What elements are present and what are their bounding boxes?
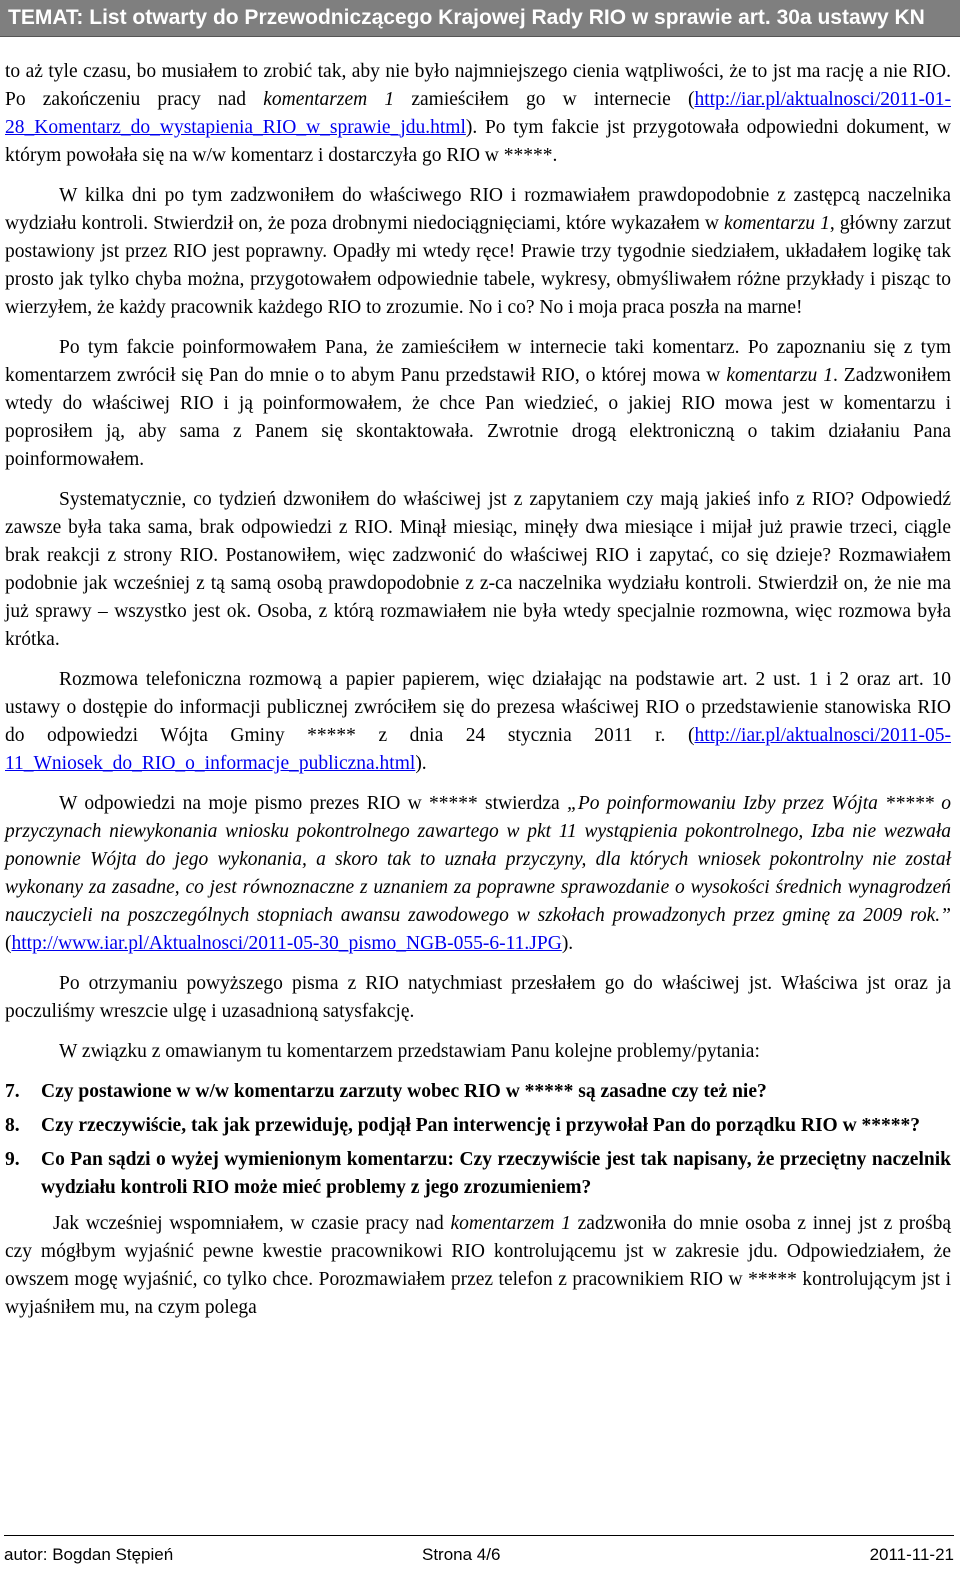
question-item — [5, 1112, 951, 1140]
italic-text: komentarzem 1 — [450, 1213, 571, 1234]
text: ( — [5, 933, 12, 954]
question-text: Czy postawione w w/w komentarzu zarzuty wobec RIO w ***** są zasadne czy też nie? — [41, 1081, 767, 1102]
paragraph-7: Po otrzymaniu powyższego pisma z RIO natychmiast przesłałem go do właściwej jst. Właściwa jst oraz ja poczuliśmy wreszcie ulgę i uzasadnioną satysfakcję. — [5, 973, 951, 1022]
document-title: TEMAT: List otwarty do Przewodniczącego Krajowej Rady RIO w sprawie art. 30a ustawy KN — [8, 6, 925, 29]
footer-author: autor: Bogdan Stępień — [4, 1545, 174, 1564]
text: ). — [561, 933, 574, 954]
italic-text: komentarzu 1 — [726, 365, 833, 386]
paragraph-3 — [5, 334, 951, 474]
question-text: Czy rzeczywiście, tak jak przewiduję, podjął Pan interwencję i przywołał Pan do porządku RIO w *****? — [41, 1115, 921, 1136]
paragraph-4: Systematycznie, co tydzień dzwoniłem do właściwej jst z zapytaniem czy mają jakieś info z RIO? Odpowiedź zawsze była taka sama, brak odpowiedzi z RIO. Minął miesiąc, minęły dwa miesiące i mijał już prawie trzeci, ciągle brak reakcji z strony RIO. Postanowiłem, więc zadzwonić do właściwej RIO i zapytać, co się dzieje? Rozmawiałem podobnie jak wcześniej z tą samą osobą prawdopodobnie z z-ca naczelnika wydziału kontroli. Stwierdził on, że nie ma już sprawy – wszystko jest ok. Osoba, z którą rozmawiałem nie była wtedy specjalnie rozmowna, więc rozmowa była krótka. — [5, 489, 951, 650]
text: . Zadzwoniłem wtedy do właściwej RIO i ją poinformowałem, że chce Pan wiedzieć, o jakiej RIO mowa jest w komentarzu i poprosiłem ją, aby sama z Panem się skontaktowała. Zwrotnie drogą elektroniczną o takim działaniu Pana poinformowałem. — [5, 365, 951, 470]
link-pismo[interactable]: http://www.iar.pl/Aktualnosci/2011-05-30_pismo_NGB-055-6-11.JPG — [11, 933, 562, 954]
text: zadzwoniła do mnie osoba z innej jst z prośbą czy mógłbym wyjaśnić pewne kwestie pracownikowi RIO kontrolującemu jst w zakresie jdu. Odpowiedziałem, że owszem mogę wyjaśnić, co tylko chce. Porozmawiałem przez telefon z pracownikiem RIO w ***** kontrolującym jst i wyjaśniłem mu, na czym polega — [5, 1213, 951, 1318]
paragraph-6 — [5, 790, 951, 958]
paragraph-2 — [5, 182, 951, 322]
paragraph-8: W związku z omawianym tu komentarzem przedstawiam Panu kolejne problemy/pytania: — [59, 1041, 760, 1062]
question-text: Co Pan sądzi o wyżej wymienionym komentarzu: Czy rzeczywiście jest tak napisany, że przeciętny naczelnik wydziału kontroli RIO może mieć problemy z jego zrozumieniem? — [41, 1149, 951, 1198]
text: Po tym fakcie poinformowałem Pana, że zamieściłem w internecie taki komentarz. Po zapoznaniu się z tym komentarzem zwrócił się Pan do mnie o to abym Panu przedstawił RIO, o której mowa w — [5, 337, 951, 386]
question-item — [5, 1146, 951, 1202]
page-footer — [4, 1535, 954, 1568]
text: to aż tyle czasu, bo musiałem to zrobić tak, aby nie było najmniejszego cienia wątpliwości, że to jst ma rację a nie RIO. Po zakończeniu pracy nad — [5, 61, 951, 110]
link-komentarz[interactable]: http://iar.pl/aktualnosci/2011-01-28_Komentarz_do_wystapienia_RIO_w_sprawie_jdu.html — [5, 89, 951, 138]
text: , główny zarzut postawiony jst przez RIO jest poprawny. Opadły mi wtedy ręce! Prawie trzy tygodnie siedziałem, układałem logikę tak prosto jak tylko chyba można, przygotowałem odpowiednie tabele, wykresy, obmyśliwałem różne przykłady i pisząc to wierzyłem, że każdy pracownik każdego RIO to zrozumie. No i co? No i moja praca poszła na marne! — [5, 213, 951, 318]
text: zamieściłem go w internecie ( — [394, 89, 695, 110]
italic-text: komentarzem 1 — [263, 89, 395, 110]
question-number: 8. — [5, 1115, 20, 1136]
link-wniosek[interactable]: http://iar.pl/aktualnosci/2011-05-11_Wniosek_do_RIO_o_informacje_publiczna.html — [5, 725, 951, 774]
paragraph-5 — [5, 666, 951, 778]
question-number: 9. — [5, 1149, 20, 1170]
question-list — [5, 1078, 951, 1202]
italic-text: komentarzu 1 — [724, 213, 830, 234]
footer-page-number: Strona 4/6 — [422, 1545, 501, 1564]
text: ). — [415, 753, 427, 774]
text: W odpowiedzi na moje pismo prezes RIO w ***** stwierdza — [59, 793, 568, 814]
quote-text: „Po poinformowaniu Izby przez Wójta ***** o przyczynach niewykonania wniosku pokontrolnego zawartego w pkt 11 wystąpienia pokontrolnego, Izba nie wezwała ponownie Wójta do jego wykonania, a skoro tak to uznała przyczyny, dla których wniosek pokontrolny nie został wykonany za zasadne, co jest równoznaczne z uznaniem za poprawne sprawozdanie o wysokości średnich wynagrodzeń nauczycieli na poszczególnych stopniach awansu zawodowego w szkołach prowadzonych przez gminę za 2009 rok.” — [5, 793, 951, 926]
footer-date: 2011-11-21 — [869, 1545, 954, 1564]
text: W kilka dni po tym zadzwoniłem do właściwego RIO i rozmawiałem prawdopodobnie z zastępcą naczelnika wydziału kontroli. Stwierdził on, że poza drobnymi niedociągnięciami, które wykazałem w — [5, 185, 951, 234]
text: ). Po tym fakcie jst przygotowała odpowiedni dokument, w którym powołała się na w/w komentarz i dostarczyła go RIO w *****. — [5, 117, 951, 166]
paragraph-9 — [5, 1210, 951, 1322]
document-body — [5, 58, 951, 1334]
paragraph-1 — [5, 58, 951, 170]
question-number: 7. — [5, 1081, 20, 1102]
text: Rozmowa telefoniczna rozmową a papier papierem, więc działając na podstawie art. 2 ust. 1 i 2 oraz art. 10 ustawy o dostępie do informacji publicznej zwróciłem się do prezesa właściwej RIO o przedstawienie stanowiska RIO do odpowiedzi Wójta Gminy ***** z dnia 24 stycznia 2011 r. ( — [5, 669, 951, 746]
header-bar — [0, 0, 960, 37]
question-item — [5, 1078, 951, 1106]
text: Jak wcześniej wspomniałem, w czasie pracy nad — [53, 1213, 451, 1234]
